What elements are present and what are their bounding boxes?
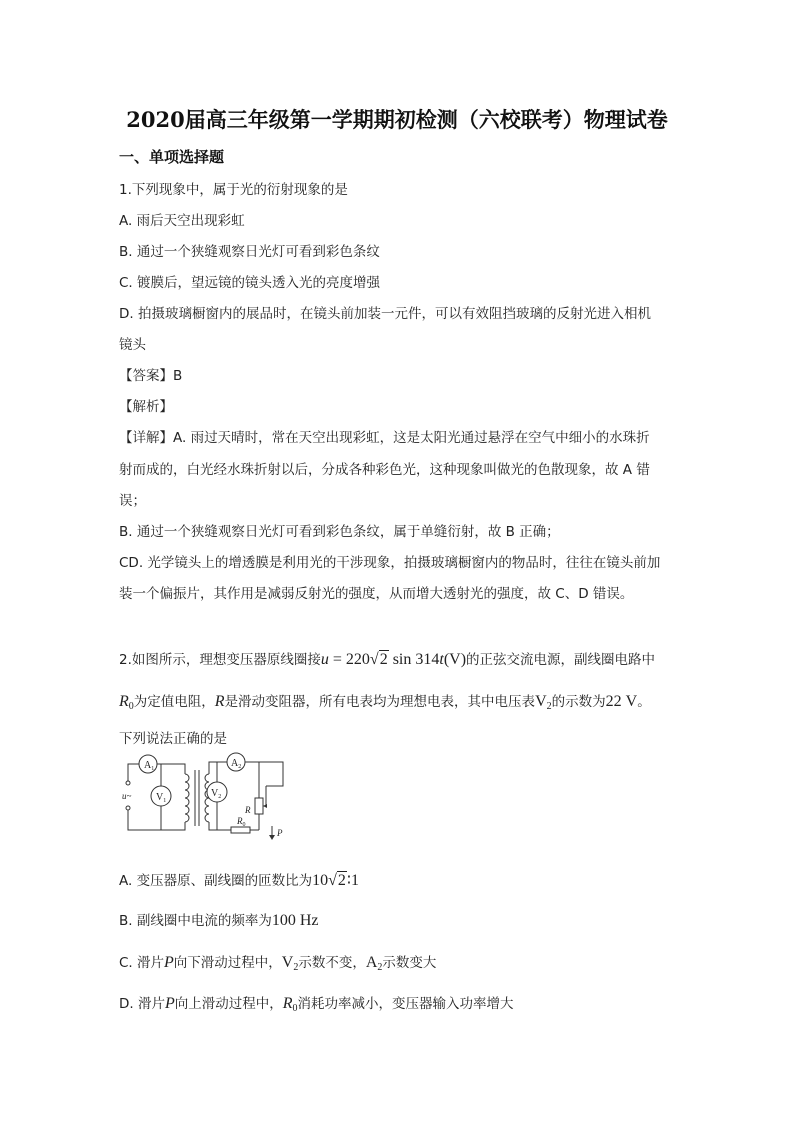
q2-text: 的示数为 [551, 694, 606, 710]
slider-label: P [277, 828, 283, 838]
ammeter-a2 [227, 753, 245, 771]
slider-arrow-icon [263, 804, 267, 808]
resistor-label: R [237, 816, 243, 826]
sqrt-symbol: √ [328, 872, 337, 889]
q2-text: 是滑动变阻器，所有电表均为理想电表，其中电压表 [224, 694, 536, 710]
option-text: B. 副线圈中电流的频率为 [119, 913, 272, 929]
rheostat-r [255, 798, 263, 814]
q2-text: 为定值电阻， [133, 694, 215, 710]
q1-stem: 1.下列现象中，属于光的衍射现象的是 [119, 182, 348, 198]
q1-option-d: D. 拍摄玻璃橱窗内的展品时，在镜头前加装一元件，可以有效阻挡玻璃的反射光进入相机 [119, 306, 651, 322]
input-terminal [126, 806, 130, 810]
sqrt-arg: 2 [337, 872, 346, 889]
primary-coil [185, 774, 189, 822]
q1-answer: 【答案】B [119, 368, 183, 384]
math-text: sin 314 [388, 651, 440, 668]
var-v: V [281, 954, 294, 971]
option-text: 示数变大 [382, 955, 437, 971]
math-value: ∶1 [346, 872, 360, 889]
section-heading: 一、单项选择题 [119, 148, 225, 166]
q2-option-c [119, 951, 436, 973]
subscript: 2 [293, 962, 299, 973]
q1-option-c: C. 镀膜后，望远镜的镜头透入光的亮度增强 [119, 275, 381, 291]
option-text: 向上滑动过程中， [174, 996, 283, 1012]
option-text: D. 滑片 [119, 996, 165, 1012]
q1-explain-line: B. 通过一个狭缝观察日光灯可看到彩色条纹，属于单缝衍射，故 B 正确； [119, 524, 560, 540]
var-r: R [214, 693, 225, 710]
math-value: 10 [312, 872, 329, 889]
subscript: 2 [546, 701, 552, 712]
q2-option-b [119, 909, 319, 930]
q1-option-a: A. 雨后天空出现彩虹 [119, 213, 245, 229]
option-text: 示数不变， [298, 955, 366, 971]
rheostat-label: R [245, 805, 251, 815]
down-arrow-icon [269, 835, 275, 840]
q2-option-a [119, 869, 359, 890]
math-value: 22 V [605, 693, 638, 710]
sqrt-arg: 2 [379, 651, 388, 668]
option-text: A. 变压器原、副线圈的匝数比为 [119, 873, 313, 889]
meter-subscript: 1 [151, 766, 155, 772]
voltmeter-v1 [151, 786, 171, 806]
q1-analysis-label: 【解析】 [119, 399, 173, 415]
q1-explain-line: 装一个偏振片，其作用是减弱反射光的强度，从而增大透射光的强度，故 C、D 错误。 [119, 586, 634, 602]
q1-explain-line: CD. 光学镜头上的增透膜是利用光的干涉现象，拍摄玻璃橱窗内的物品时，往往在镜头前加 [119, 555, 661, 571]
sqrt-symbol: √ [369, 651, 379, 668]
meter-letter: V [211, 788, 219, 799]
subscript: 0 [128, 701, 134, 712]
page-title: 2020届高三年级第一学期期初检测（六校联考）物理试卷 [126, 107, 668, 132]
meter-letter: V [156, 792, 164, 803]
q2-stem-line3: 下列说法正确的是 [119, 731, 227, 747]
svg-text:R0 [236, 816, 246, 828]
meter-letter: A [231, 758, 239, 769]
resistor-subscript: 0 [242, 822, 246, 828]
q1-option-b: B. 通过一个狭缝观察日光灯可看到彩色条纹 [119, 244, 380, 260]
option-text: 向下滑动过程中， [173, 955, 282, 971]
q1-explain-line: 射而成的，白光经水珠折射以后，分成各种彩色光，这种现象叫做光的色散现象，故 A 错 [119, 462, 650, 478]
option-text: 消耗功率减小，变压器输入功率增大 [297, 996, 514, 1012]
meter-letter: A [144, 760, 152, 771]
resistor-r0 [231, 827, 250, 833]
subscript: 2 [377, 962, 383, 973]
var-r0: R [282, 995, 293, 1012]
option-text: C. 滑片 [119, 955, 165, 971]
q2-text: 的正弦交流电源，副线圈电路中 [466, 652, 656, 668]
subscript: 0 [292, 1003, 298, 1014]
q2-text: 2.如图所示，理想变压器原线圈接 [119, 652, 321, 668]
ammeter-a1 [139, 755, 157, 773]
var-a: A [365, 954, 378, 971]
var-r0: R [119, 693, 129, 710]
math-value: 100 Hz [271, 912, 319, 929]
meter-subscript: 1 [163, 798, 167, 804]
input-terminal [126, 781, 130, 785]
var-u: u [320, 651, 329, 668]
math-unit: (V) [443, 651, 467, 668]
meter-subscript: 2 [218, 794, 222, 800]
var-v2: V [535, 693, 547, 710]
q2-text: 。 [637, 694, 651, 710]
var-t: t [439, 651, 444, 668]
transformer-circuit-diagram [119, 750, 301, 846]
meter-subscript: 2 [238, 764, 242, 770]
q1-option-d-cont: 镜头 [119, 337, 146, 353]
q2-stem-line2 [119, 690, 651, 712]
voltmeter-v2 [207, 782, 227, 802]
var-p: P [164, 954, 174, 971]
q1-explain-line: 【详解】A. 雨过天晴时，常在天空出现彩虹，这是太阳光通过悬浮在空气中细小的水珠折 [119, 430, 650, 446]
source-label: u~ [122, 791, 132, 801]
q1-explain-line: 误； [119, 493, 146, 509]
q2-stem-line1 [119, 648, 655, 669]
var-p: P [164, 995, 175, 1012]
math-text: = 220 [328, 651, 370, 668]
q2-option-d [119, 992, 514, 1014]
